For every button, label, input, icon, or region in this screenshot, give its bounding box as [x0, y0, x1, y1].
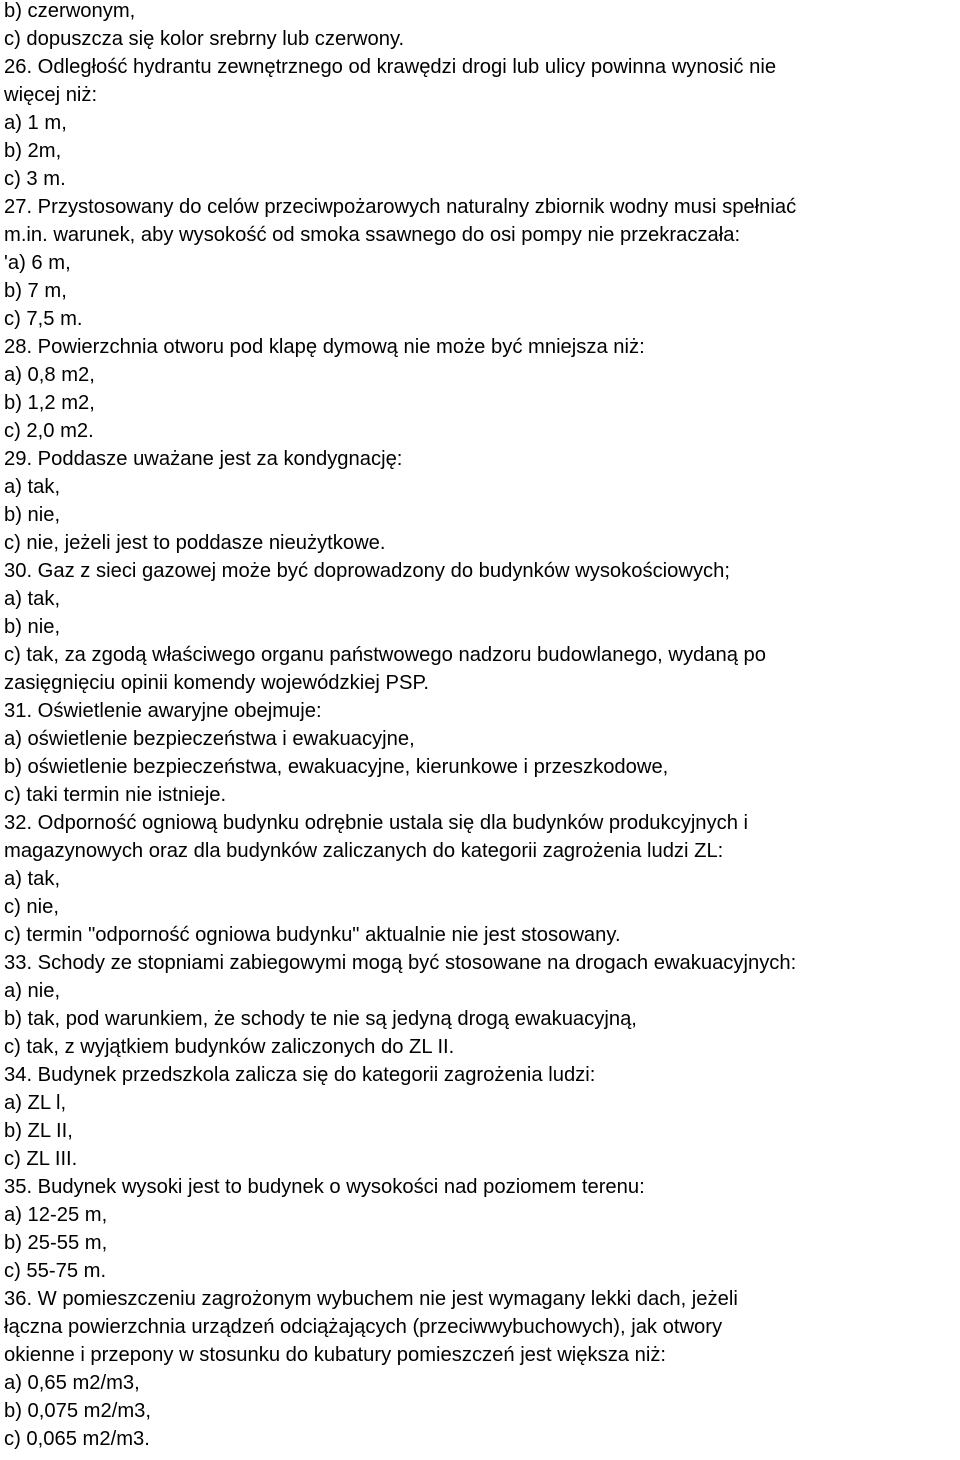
text-line: 27. Przystosowany do celów przeciwpożarowych naturalny zbiornik wodny musi spełniać — [4, 196, 797, 218]
text-line: c) 3 m. — [4, 168, 66, 190]
text-line: c) tak, za zgodą właściwego organu państwowego nadzoru budowlanego, wydaną po — [4, 644, 767, 666]
text-line: c) termin "odporność ogniowa budynku" aktualnie nie jest stosowany. — [4, 924, 621, 946]
text-line: a) tak, — [4, 588, 61, 610]
text-line: a) 0,8 m2, — [4, 364, 95, 386]
text-line: c) tak, z wyjątkiem budynków zaliczonych do ZL II. — [4, 1036, 455, 1058]
text-line: 'a) 6 m, — [4, 252, 71, 274]
text-line: b) czerwonym, — [4, 0, 136, 22]
text-line: c) ZL III. — [4, 1148, 78, 1170]
text-line: b) oświetlenie bezpieczeństwa, ewakuacyjne, kierunkowe i przeszkodowe, — [4, 756, 669, 778]
document-page — [4, 0, 956, 1453]
text-line: a) 0,65 m2/m3, — [4, 1372, 140, 1394]
text-line: okienne i przepony w stosunku do kubatury pomieszczeń jest większa niż: — [4, 1344, 667, 1366]
text-line: c) nie, — [4, 896, 59, 918]
text-line: magazynowych oraz dla budynków zaliczanych do kategorii zagrożenia ludzi ZL: — [4, 840, 724, 862]
text-line: zasięgnięciu opinii komendy wojewódzkiej PSP. — [4, 672, 429, 694]
text-line: 32. Odporność ogniową budynku odrębnie ustala się dla budynków produkcyjnych i — [4, 812, 749, 834]
text-line: więcej niż: — [4, 84, 98, 106]
text-line: c) 2,0 m2. — [4, 420, 94, 442]
text-line: a) ZL l, — [4, 1092, 67, 1114]
text-line: łączna powierzchnia urządzeń odciążających (przeciwwybuchowych), jak otwory — [4, 1316, 723, 1338]
text-line: b) 25-55 m, — [4, 1232, 108, 1254]
text-line: m.in. warunek, aby wysokość od smoka ssawnego do osi pompy nie przekraczała: — [4, 224, 741, 246]
text-line: a) nie, — [4, 980, 61, 1002]
text-line: 36. W pomieszczeniu zagrożonym wybuchem nie jest wymagany lekki dach, jeżeli — [4, 1288, 738, 1310]
text-line: c) nie, jeżeli jest to poddasze nieużytkowe. — [4, 532, 386, 554]
text-line: 29. Poddasze uważane jest za kondygnację: — [4, 448, 403, 470]
text-line: 30. Gaz z sieci gazowej może być doprowadzony do budynków wysokościowych; — [4, 560, 730, 582]
text-line: b) 1,2 m2, — [4, 392, 95, 414]
text-line: b) nie, — [4, 616, 61, 638]
text-line: 35. Budynek wysoki jest to budynek o wysokości nad poziomem terenu: — [4, 1176, 645, 1198]
text-line: b) 7 m, — [4, 280, 67, 302]
text-line: b) 0,075 m2/m3, — [4, 1400, 151, 1422]
text-line: b) 2m, — [4, 140, 62, 162]
text-line: 28. Powierzchnia otworu pod klapę dymową nie może być mniejsza niż: — [4, 336, 645, 358]
text-line: b) tak, pod warunkiem, że schody te nie są jedyną drogą ewakuacyjną, — [4, 1008, 637, 1030]
text-line: a) 1 m, — [4, 112, 67, 134]
text-line: a) 12-25 m, — [4, 1204, 108, 1226]
text-line: 33. Schody ze stopniami zabiegowymi mogą być stosowane na drogach ewakuacyjnych: — [4, 952, 797, 974]
text-line: a) oświetlenie bezpieczeństwa i ewakuacyjne, — [4, 728, 415, 750]
text-line: c) dopuszcza się kolor srebrny lub czerwony. — [4, 28, 405, 50]
text-line: 26. Odległość hydrantu zewnętrznego od krawędzi drogi lub ulicy powinna wynosić nie — [4, 56, 777, 78]
text-line: b) nie, — [4, 504, 61, 526]
text-line: 31. Oświetlenie awaryjne obejmuje: — [4, 700, 322, 722]
text-line: c) 7,5 m. — [4, 308, 83, 330]
text-line: 34. Budynek przedszkola zalicza się do kategorii zagrożenia ludzi: — [4, 1064, 596, 1086]
text-line: c) 55-75 m. — [4, 1260, 107, 1282]
text-line: b) ZL II, — [4, 1120, 73, 1142]
text-line: c) taki termin nie istnieje. — [4, 784, 227, 806]
text-line: c) 0,065 m2/m3. — [4, 1428, 150, 1450]
text-line: a) tak, — [4, 868, 61, 890]
text-line: a) tak, — [4, 476, 61, 498]
